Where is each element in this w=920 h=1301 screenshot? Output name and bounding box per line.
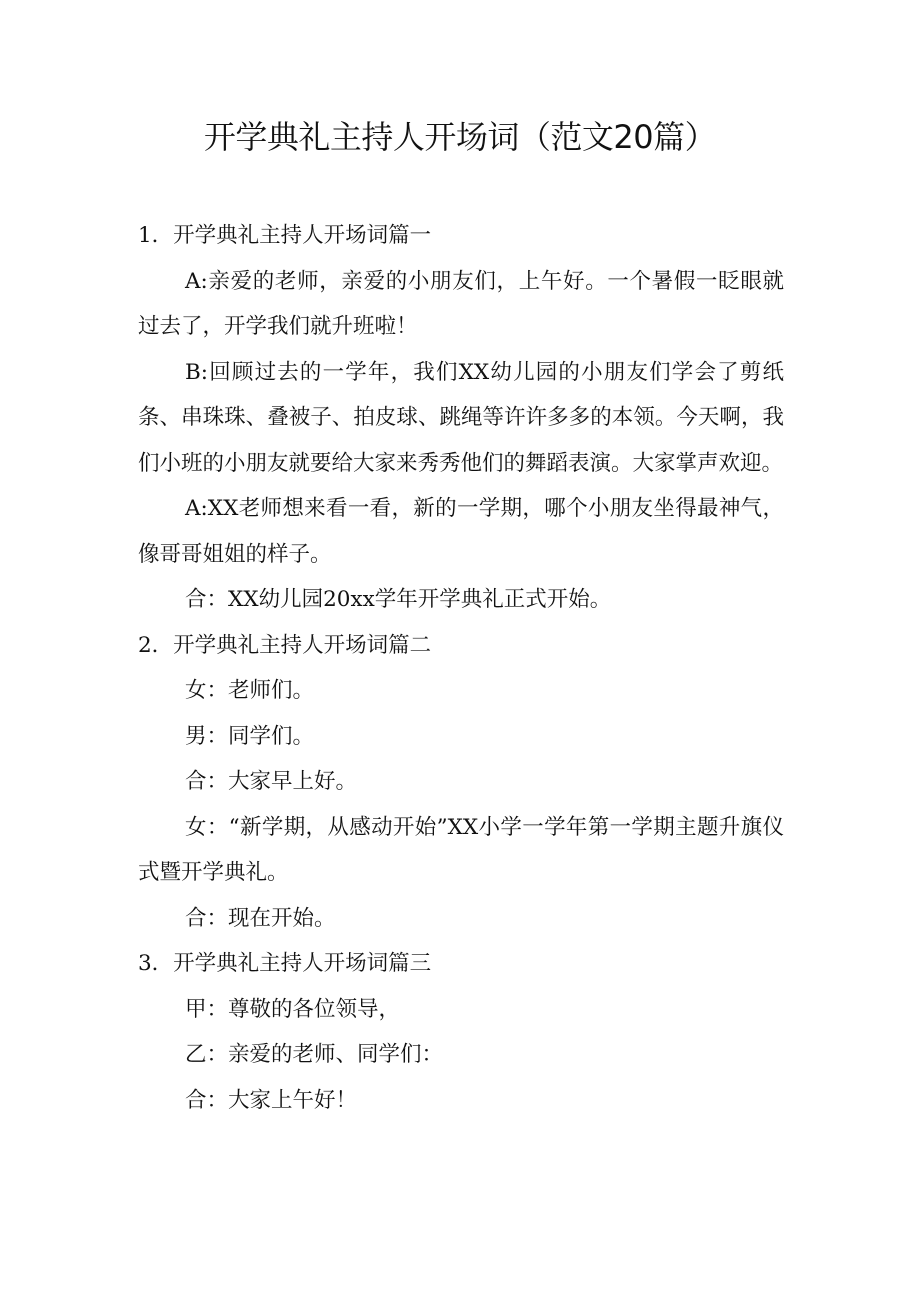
document-body [138, 213, 784, 1123]
paragraph: 合：大家早上好。 [185, 769, 358, 794]
paragraph: 合：现在开始。 [185, 905, 336, 931]
paragraph: A:亲爱的老师，亲爱的小朋友们，上午好。一个暑假一眨眼就过去了，开学我们就升班啦！ [138, 268, 784, 339]
paragraph: 女：“新学期，从感动开始”XX小学一学年第一学期主题升旗仪式暨开学典礼。 [138, 814, 784, 885]
section-heading-2: 2．开学典礼主持人开场词篇二 [138, 632, 432, 658]
paragraph: 甲：尊敬的各位领导， [185, 996, 401, 1022]
section-heading-1: 1．开学典礼主持人开场词篇一 [138, 223, 432, 248]
document-title: 开学典礼主持人开场词（范文20篇） [203, 118, 717, 156]
paragraph: 合：XX幼儿园20xx学年开学典礼正式开始。 [185, 587, 612, 612]
paragraph: B:回顾过去的一学年，我们XX幼儿园的小朋友们学会了剪纸条、串珠珠、叠被子、拍皮球、跳绳等许许多多的本领。今天啊，我们小班的小朋友就要给大家来秀秀他们的舞蹈表演。大家掌声欢迎。 [138, 359, 784, 476]
section-heading-3: 3．开学典礼主持人开场词篇三 [138, 951, 432, 976]
paragraph: 女：老师们。 [185, 678, 315, 703]
paragraph: 男：同学们。 [185, 723, 315, 749]
paragraph: A:XX老师想来看一看，新的一学期，哪个小朋友坐得最神气，像哥哥姐姐的样子。 [138, 496, 784, 567]
paragraph: 乙：亲爱的老师、同学们： [185, 1042, 444, 1067]
paragraph: 合：大家上午好！ [185, 1087, 358, 1113]
